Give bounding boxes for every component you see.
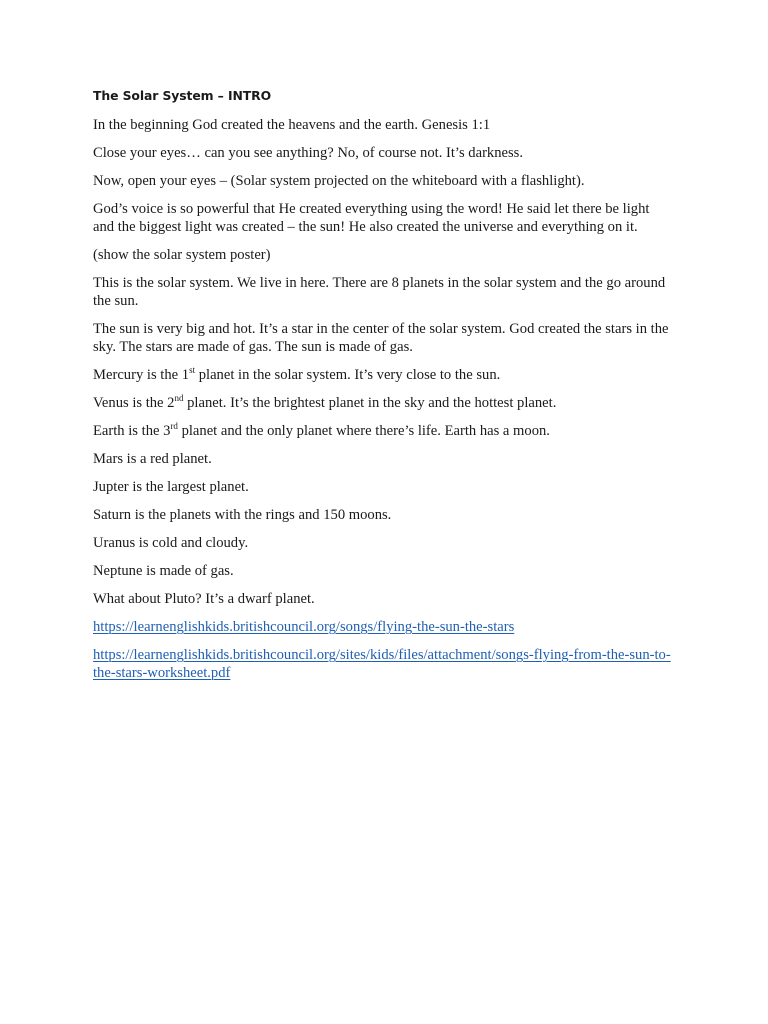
paragraph-close-eyes: Close your eyes… can you see anything? No, of course not. It’s darkness. [93, 145, 524, 161]
mercury-ordinal-suffix: st [189, 365, 196, 376]
paragraph-neptune: Neptune is made of gas. [93, 563, 234, 579]
earth-text-before: Earth is the 3 [93, 423, 171, 439]
paragraph-solar-system: This is the solar system. We live in here. There are 8 planets in the solar system and the go around the sun. [93, 275, 666, 309]
song-link[interactable]: https://learnenglishkids.britishcouncil.org/songs/flying-the-sun-the-stars [93, 619, 515, 635]
paragraph-uranus: Uranus is cold and cloudy. [93, 535, 249, 551]
document-title: The Solar System – INTRO [93, 88, 272, 103]
paragraph-venus [93, 394, 673, 412]
venus-text-after: planet. It’s the brightest planet in the sky and the hottest planet. [183, 395, 557, 411]
paragraph-show-poster: (show the solar system poster) [93, 247, 271, 263]
document-page [93, 87, 673, 692]
paragraph-pluto: What about Pluto? It’s a dwarf planet. [93, 591, 315, 607]
mercury-text-after: planet in the solar system. It’s very close to the sun. [195, 367, 501, 383]
earth-text-after: planet and the only planet where there’s life. Earth has a moon. [177, 423, 550, 439]
paragraph-open-eyes: Now, open your eyes – (Solar system projected on the whiteboard with a flashlight). [93, 173, 585, 189]
paragraph-jupiter: Jupter is the largest planet. [93, 479, 249, 495]
paragraph-sun: The sun is very big and hot. It’s a star in the center of the solar system. God created the stars in the sky. The stars are made of gas. The sun is made of gas. [93, 321, 669, 355]
paragraph-mars: Mars is a red planet. [93, 451, 212, 467]
paragraph-earth [93, 422, 673, 440]
mercury-text-before: Mercury is the 1 [93, 367, 190, 383]
paragraph-genesis: In the beginning God created the heavens and the earth. Genesis 1:1 [93, 117, 491, 133]
paragraph-mercury [93, 366, 673, 384]
paragraph-saturn: Saturn is the planets with the rings and 150 moons. [93, 507, 392, 523]
earth-ordinal-suffix: rd [170, 421, 178, 432]
paragraph-gods-voice: God’s voice is so powerful that He created everything using the word! He said let there be light and the biggest light was created – the sun! He also created the universe and everything on it. [93, 201, 650, 235]
worksheet-link[interactable]: https://learnenglishkids.britishcouncil.org/sites/kids/files/attachment/songs-flying-from-the-sun-to-the-stars-worksheet.pdf [93, 647, 671, 681]
venus-text-before: Venus is the 2 [93, 395, 175, 411]
venus-ordinal-suffix: nd [174, 393, 184, 404]
